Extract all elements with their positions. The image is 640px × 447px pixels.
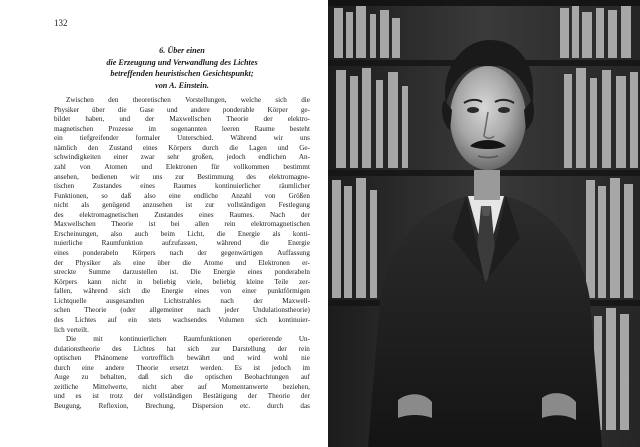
body-line: Lichtquelle ausgesandten Lichtstrahles nach der Maxwell- <box>54 296 310 305</box>
body-line: optischen Phänomene vortrefflich bewährt und wird wohl nie <box>54 354 310 363</box>
article-heading <box>54 45 310 91</box>
body-line: zahl von Atomen und Elektronen für vollkommen bestimmt <box>54 162 310 171</box>
body-line: Die mit kontinuierlichen Raumfunktionen operierende Un- <box>66 335 310 344</box>
body-line: magnetischen Prozesse im sogenannten leeren Raume besteht <box>54 124 310 133</box>
body-line: nicht als genügend anzusehen ist zur vollständigen Festlegung <box>54 201 310 210</box>
body-line: der Physiker als eine über die Atome und Elektronen er- <box>54 258 310 267</box>
body-line: und es ist trotz der vollständigen Bestätigung der Theorie der <box>54 392 310 401</box>
body-line: Auge zu behalten, daß sich die optischen Beobachtungen auf <box>54 373 310 382</box>
body-line: des Lichtes auf ein stets wachsendes Volumen sich kontinuier- <box>54 315 310 324</box>
body-line: lich verteilt. <box>54 325 89 334</box>
body-line: ansehen, bedienen wir uns zur Bestimmung des elektromagne- <box>54 172 310 181</box>
body-line: zeitliche Mittelwerte, nicht aber auf Momentanwerte beziehen, <box>54 382 310 391</box>
body-line: Beugung, Reflexion, Brechung, Dispersion etc. durch das <box>54 402 310 410</box>
page-number: 132 <box>54 18 68 28</box>
body-line: bildet haben, und der Maxwellschen Theorie der elektro- <box>54 115 310 124</box>
body-line: eines ponderabeln Körpers nach der gegenwärtigen Auffassung <box>54 249 310 257</box>
body-line: Physiker über die Gase und andere ponderable Körper ge- <box>54 105 310 114</box>
heading-line: betreffenden heuristischen Gesichtspunkt; <box>110 69 254 79</box>
body-line: Körpers kann nicht in beliebig viele, beliebig kleine Teile zer- <box>54 277 310 286</box>
body-line: nuierliche Raumfunktion aufzufassen, während die Energie <box>54 239 310 248</box>
body-line: schwindigkeiten einer zwar sehr großen, jedoch endlichen An- <box>54 153 310 162</box>
body-line: fallen, während sich die Energie eines von einer punktförmigen <box>54 287 310 296</box>
heading-line: 6. Über einen <box>159 46 205 55</box>
body-line: tischen Zustandes eines Raumes kontinuierlicher räumlicher <box>54 182 310 191</box>
heading-line: von A. Einstein. <box>155 80 209 90</box>
body-line: Erscheinungen, also auch beim Licht, die Energie als konti- <box>54 229 310 238</box>
body-line: streckte Summe darzustellen ist. Die Energie eines ponderabeln <box>54 268 310 277</box>
body-line: schen Theorie (oder allgemeiner nach jeder Undulationstheorie) <box>54 306 310 315</box>
body-line: des elektromagnetischen Zustandes eines Raumes. Nach der <box>54 210 310 219</box>
body-line: ein tiefgreifender formaler Unterschied. Während wir uns <box>54 134 310 143</box>
body-line: Zwischen den theoretischen Vorstellungen, welche sich die <box>66 96 310 104</box>
body-line: Maxwellschen Theorie ist bei allen rein elektromagnetischen <box>54 220 310 229</box>
body-line: nämlich den Zustand eines Körpers durch die Lagen und Ge- <box>54 143 310 152</box>
body-line: durch eine andere Theorie ersetzt werden. Es ist jedoch im <box>54 363 310 372</box>
heading-line: die Erzeugung und Verwandlung des Lichtes <box>106 57 258 67</box>
body-line: dulationstheorie des Lichtes hat sich zur Darstellung der rein <box>54 344 310 353</box>
body-line: Funktionen, so daß also eine endliche Anzahl von Größen <box>54 191 310 200</box>
einstein-portrait-photo <box>328 0 640 447</box>
article-body <box>54 96 310 412</box>
portrait-image <box>328 0 640 447</box>
